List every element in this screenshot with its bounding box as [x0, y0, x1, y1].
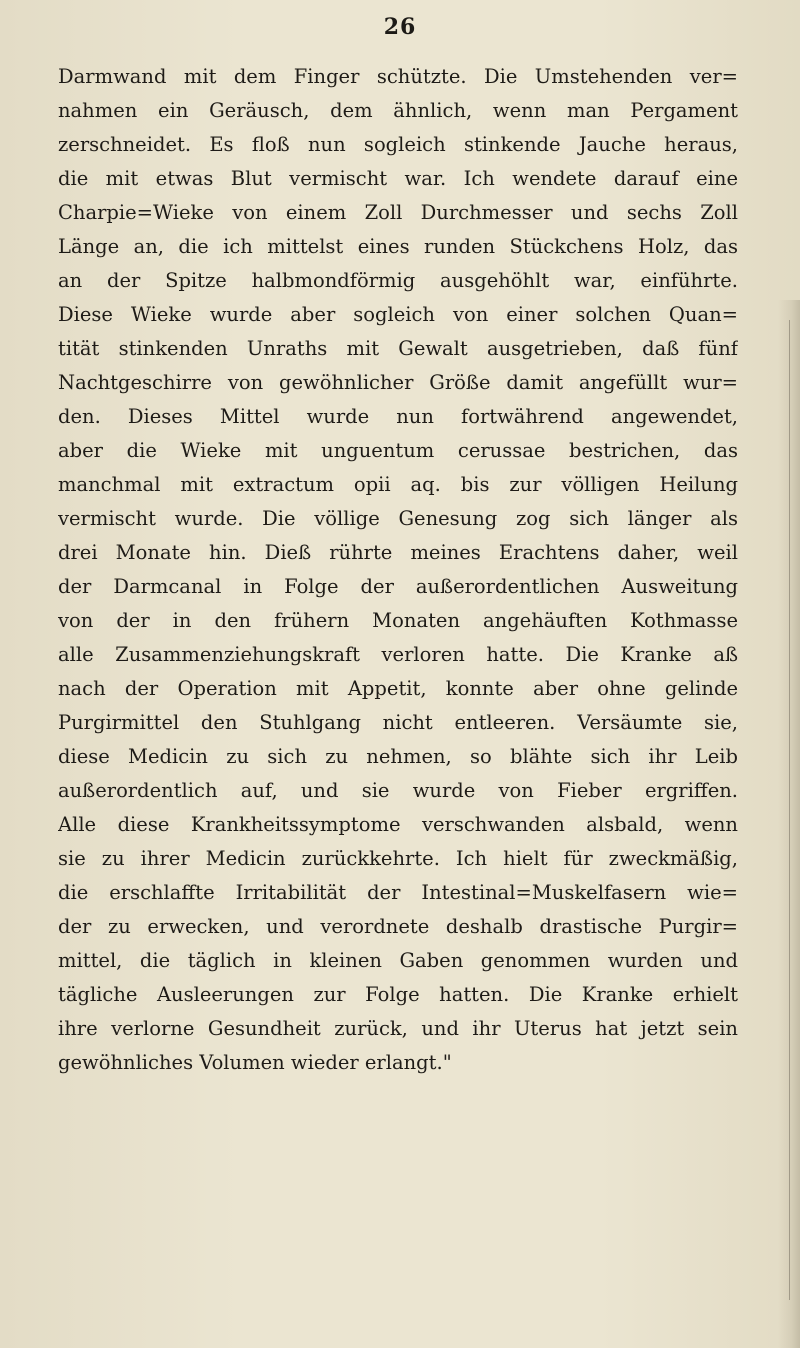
text-line: der zu erwecken, und verordnete deshalb drastische Purgir=: [58, 915, 738, 938]
text-line: mittel, die täglich in kleinen Gaben genommen wurden und: [58, 949, 738, 972]
text-line: gewöhnliches Volumen wieder erlangt.": [58, 1051, 452, 1074]
text-line: tität stinkenden Unraths mit Gewalt ausgetrieben, daß fünf: [58, 337, 738, 360]
text-line: die erschlaffte Irritabilität der Intestinal=Muskelfasern wie=: [58, 881, 738, 904]
page-edge-line: [789, 320, 790, 1300]
text-line: diese Medicin zu sich zu nehmen, so blähte sich ihr Leib: [58, 745, 738, 768]
text-line: alle Zusammenziehungskraft verloren hatte. Die Kranke aß: [58, 643, 738, 666]
text-line: sie zu ihrer Medicin zurückkehrte. Ich hielt für zweckmäßig,: [58, 847, 738, 870]
text-line: drei Monate hin. Dieß rührte meines Erachtens daher, weil: [58, 541, 738, 564]
text-line: tägliche Ausleerungen zur Folge hatten. Die Kranke erhielt: [58, 983, 738, 1006]
text-line: an der Spitze halbmondförmig ausgehöhlt war, einführte.: [58, 269, 738, 292]
text-line: vermischt wurde. Die völlige Genesung zog sich länger als: [58, 507, 738, 530]
text-line: Darmwand mit dem Finger schützte. Die Umstehenden ver=: [58, 65, 738, 88]
text-line: Alle diese Krankheitssymptome verschwanden alsbald, wenn: [58, 813, 738, 836]
text-line: Charpie=Wieke von einem Zoll Durchmesser und sechs Zoll: [58, 201, 738, 224]
text-line: von der in den frühern Monaten angehäuften Kothmasse: [58, 609, 738, 632]
text-line: aber die Wieke mit unguentum cerussae bestrichen, das: [58, 439, 738, 462]
text-line: ihre verlorne Gesundheit zurück, und ihr Uterus hat jetzt sein: [58, 1017, 738, 1040]
text-line: zerschneidet. Es floß nun sogleich stinkende Jauche heraus,: [58, 133, 738, 156]
body-text: [58, 60, 738, 1080]
text-line: Purgirmittel den Stuhlgang nicht entleeren. Versäumte sie,: [58, 711, 738, 734]
text-line: den. Dieses Mittel wurde nun fortwährend angewendet,: [58, 405, 738, 428]
text-line: Nachtgeschirre von gewöhnlicher Größe damit angefüllt wur=: [58, 371, 738, 394]
text-line: der Darmcanal in Folge der außerordentlichen Ausweitung: [58, 575, 738, 598]
text-line: nach der Operation mit Appetit, konnte aber ohne gelinde: [58, 677, 738, 700]
text-line: manchmal mit extractum opii aq. bis zur völligen Heilung: [58, 473, 738, 496]
text-line: Diese Wieke wurde aber sogleich von einer solchen Quan=: [58, 303, 738, 326]
text-line: außerordentlich auf, und sie wurde von Fieber ergriffen.: [58, 779, 738, 802]
text-line: Länge an, die ich mittelst eines runden Stückchens Holz, das: [58, 235, 738, 258]
page-number: 26: [383, 14, 417, 40]
text-line: die mit etwas Blut vermischt war. Ich wendete darauf eine: [58, 167, 738, 190]
text-line: nahmen ein Geräusch, dem ähnlich, wenn man Pergament: [58, 99, 738, 122]
